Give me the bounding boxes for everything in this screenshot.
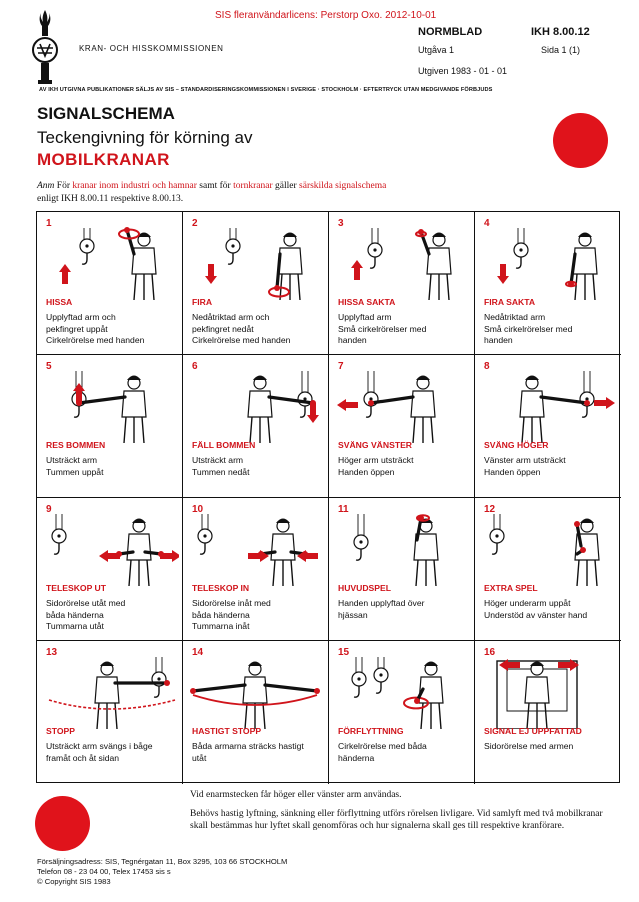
- signalman-figure: [185, 512, 325, 586]
- signal-description-line: Handen öppen: [338, 466, 395, 477]
- signal-number: 8: [484, 361, 490, 372]
- signal-description: [484, 312, 616, 347]
- note-paragraph: [37, 180, 487, 206]
- signal-description-line: Utsträckt arm svängs i båge: [46, 741, 153, 751]
- note-text: samt för: [199, 181, 231, 191]
- issued-date: Utgiven 1983 - 01 - 01: [418, 66, 508, 76]
- signal-description-line: Vänster arm utsträckt: [484, 455, 566, 465]
- note-prefix: Anm: [37, 181, 55, 191]
- signal-number: 9: [46, 504, 52, 515]
- signal-description-line: Tummen nedåt: [192, 466, 250, 477]
- red-dot-top-icon: [553, 113, 608, 168]
- signal-cell: [475, 498, 621, 641]
- signal-description: [46, 598, 178, 633]
- signal-description-line: Upplyftad arm: [338, 312, 392, 322]
- signal-description: [192, 741, 324, 764]
- phone-telex: Telefon 08 - 23 04 00, Telex 17453 sis s: [37, 867, 171, 876]
- note-text: För: [56, 181, 70, 191]
- signal-name: TELESKOP UT: [46, 583, 107, 593]
- signal-description-line: utåt: [192, 752, 207, 763]
- signal-name: RES BOMMEN: [46, 440, 106, 450]
- signal-cell: [37, 355, 183, 498]
- title-line-1: SIGNALSCHEMA: [37, 104, 175, 123]
- signal-name: EXTRA SPEL: [484, 583, 538, 593]
- signal-cell: [329, 212, 475, 355]
- signal-description: [338, 598, 470, 621]
- note-text: gäller: [275, 181, 297, 191]
- signal-description-line: Utsträckt arm: [46, 455, 98, 465]
- signal-description-line: Tummarna inåt: [192, 621, 250, 631]
- signalman-figure: [185, 655, 325, 729]
- signalman-figure: [39, 369, 179, 443]
- signal-description: [46, 741, 178, 764]
- signal-name: HUVUDSPEL: [338, 583, 392, 593]
- signal-name: TELESKOP IN: [192, 583, 250, 593]
- organization-name: KRAN- OCH HISSKOMMISSIONEN: [79, 44, 224, 53]
- signal-description-line: handen: [484, 335, 513, 345]
- signalman-figure: [331, 226, 471, 300]
- signal-cell: [37, 641, 183, 784]
- signal-cell: [183, 212, 329, 355]
- signal-description: [46, 312, 178, 347]
- signal-description-line: Cirkelrörelse med handen: [46, 335, 145, 345]
- signal-cell: [37, 498, 183, 641]
- doc-type: NORMBLAD: [418, 26, 483, 38]
- signal-number: 16: [484, 647, 496, 658]
- signal-description-line: Sidorörelse inåt med: [192, 598, 271, 608]
- signal-description: [484, 455, 616, 478]
- signal-description-line: handen: [338, 335, 367, 345]
- footer: [37, 857, 287, 887]
- notes: [190, 789, 620, 839]
- signal-description-line: Tummen uppåt: [46, 466, 104, 477]
- signalman-figure: [477, 226, 617, 300]
- signal-description-line: Cirkelrörelse med handen: [192, 335, 291, 345]
- signal-description-line: framåt och åt sidan: [46, 752, 120, 763]
- signal-number: 13: [46, 647, 58, 658]
- signalman-figure: [331, 512, 471, 586]
- copyright: © Copyright SIS 1983: [37, 877, 111, 886]
- signal-number: 10: [192, 504, 204, 515]
- note-hasty: Behövs hastig lyftning, sänkning eller förflyttning utförs rörelsen livligare. Vid samlyft med två mobilkranar skall bestämmas hur lyftet skall genomföras och hur signalerna skall ges till respektive kranförare.: [190, 808, 603, 831]
- signalman-figure: [185, 369, 325, 443]
- signal-name: STOPP: [46, 726, 75, 736]
- sales-address: Försäljningsadress: SIS, Tegnérgatan 11, Box 3295, 103 66 STOCKHOLM: [37, 857, 288, 866]
- note-highlight: tornkranar: [233, 181, 273, 191]
- doc-number: IKH 8.00.12: [531, 26, 590, 38]
- signal-description: [192, 455, 324, 478]
- signal-description-line: händerna: [338, 752, 375, 763]
- license-notice: SIS fleranvändarlicens: Perstorp Oxo. 2012-10-01: [215, 10, 437, 21]
- signal-description-line: Små cirkelrörelser med: [484, 323, 573, 334]
- note-highlight: kranar inom industri och hamnar: [72, 181, 197, 191]
- signal-description-line: Tummarna utåt: [46, 621, 104, 631]
- signal-description-line: Nedåtriktad arm och: [192, 312, 270, 322]
- signal-number: 3: [338, 218, 344, 229]
- title-line-3: MOBILKRANAR: [37, 150, 170, 169]
- signal-description-line: Sidorörelse med armen: [484, 741, 574, 751]
- signal-description-line: Båda armarna sträcks hastigt: [192, 741, 304, 751]
- signal-cell: [475, 641, 621, 784]
- signal-description-line: Höger underarm uppåt: [484, 598, 571, 608]
- signal-cell: [329, 641, 475, 784]
- signal-cell: [183, 641, 329, 784]
- signal-cell: [183, 355, 329, 498]
- signal-description-line: pekfingret uppåt: [46, 323, 108, 334]
- ikh-logo-icon: [30, 8, 60, 88]
- signal-cell: [37, 212, 183, 355]
- note-one-arm: Vid enarmstecken får höger eller vänster arm användas.: [190, 790, 402, 800]
- signalman-figure: [185, 226, 325, 300]
- signal-description: [338, 741, 470, 764]
- signal-number: 1: [46, 218, 52, 229]
- signal-description-line: båda händerna: [192, 609, 250, 620]
- signal-name: HISSA SAKTA: [338, 297, 396, 307]
- red-dot-bottom-icon: [35, 796, 90, 851]
- edition: Utgåva 1: [418, 45, 455, 55]
- signal-number: 12: [484, 504, 496, 515]
- signal-description-line: Utsträckt arm: [192, 455, 244, 465]
- signal-name: HASTIGT STOPP: [192, 726, 262, 736]
- signal-description-line: Handen upplyftad över: [338, 598, 425, 608]
- signal-cell: [475, 212, 621, 355]
- signal-description-line: Små cirkelrörelser med: [338, 323, 427, 334]
- signal-description: [192, 598, 324, 633]
- note-text: enligt IKH 8.00.11 respektive 8.00.13.: [37, 194, 184, 204]
- signal-number: 2: [192, 218, 198, 229]
- signal-description: [338, 312, 470, 347]
- signal-name: FIRA: [192, 297, 213, 307]
- signalman-figure: [331, 655, 471, 729]
- signal-description: [192, 312, 324, 347]
- signal-name: SVÄNG HÖGER: [484, 440, 549, 450]
- signal-number: 5: [46, 361, 52, 372]
- signal-number: 7: [338, 361, 344, 372]
- signalman-figure: [477, 512, 617, 586]
- signal-description: [338, 455, 470, 478]
- signal-cell: [329, 498, 475, 641]
- signal-number: 11: [338, 504, 349, 515]
- signal-description-line: hjässan: [338, 609, 368, 620]
- signal-name: HISSA: [46, 297, 73, 307]
- signal-number: 15: [338, 647, 350, 658]
- signal-description-line: Handen öppen: [484, 466, 541, 477]
- signal-description-line: Understöd av vänster hand: [484, 609, 588, 620]
- signalman-figure: [39, 226, 179, 300]
- title-line-2: Teckengivning för körning av: [37, 128, 253, 147]
- signal-description-line: pekfingret nedåt: [192, 323, 254, 334]
- signal-grid: [36, 211, 620, 783]
- signal-description-line: Upplyftad arm och: [46, 312, 116, 322]
- signal-name: FÄLL BOMMEN: [192, 440, 256, 450]
- signal-description-line: Cirkelrörelse med båda: [338, 741, 427, 751]
- signal-number: 4: [484, 218, 490, 229]
- signal-description: [46, 455, 178, 478]
- signal-cell: [183, 498, 329, 641]
- signalman-figure: [477, 655, 617, 729]
- signalman-figure: [39, 512, 179, 586]
- signal-description: [484, 598, 616, 621]
- signal-cell: [329, 355, 475, 498]
- page-number: Sida 1 (1): [541, 45, 581, 55]
- publication-banner: AV IKH UTGIVNA PUBLIKATIONER SÄLJS AV SIS – STANDARDISERINGSKOMMISSIONEN I SVERIGE · STOCKHOLM · EFTERTRYCK UTAN MEDGIVANDE FÖRBJUDS: [39, 87, 493, 93]
- signal-description-line: Nedåtriktad arm: [484, 312, 546, 322]
- signalman-figure: [477, 369, 617, 443]
- signal-cell: [475, 355, 621, 498]
- signal-description: [484, 741, 616, 753]
- signal-name: FIRA SAKTA: [484, 297, 536, 307]
- signalman-figure: [331, 369, 471, 443]
- signal-name: SVÄNG VÄNSTER: [338, 440, 413, 450]
- signal-description-line: Sidorörelse utåt med: [46, 598, 126, 608]
- signal-number: 6: [192, 361, 198, 372]
- signalman-figure: [39, 655, 179, 729]
- signal-description-line: båda händerna: [46, 609, 104, 620]
- signal-description-line: Höger arm utsträckt: [338, 455, 414, 465]
- signal-name: SIGNAL EJ UPPFATTAD: [484, 726, 582, 736]
- signal-name: FÖRFLYTTNING: [338, 726, 404, 736]
- note-highlight: särskilda signalschema: [299, 181, 387, 191]
- signal-number: 14: [192, 647, 204, 658]
